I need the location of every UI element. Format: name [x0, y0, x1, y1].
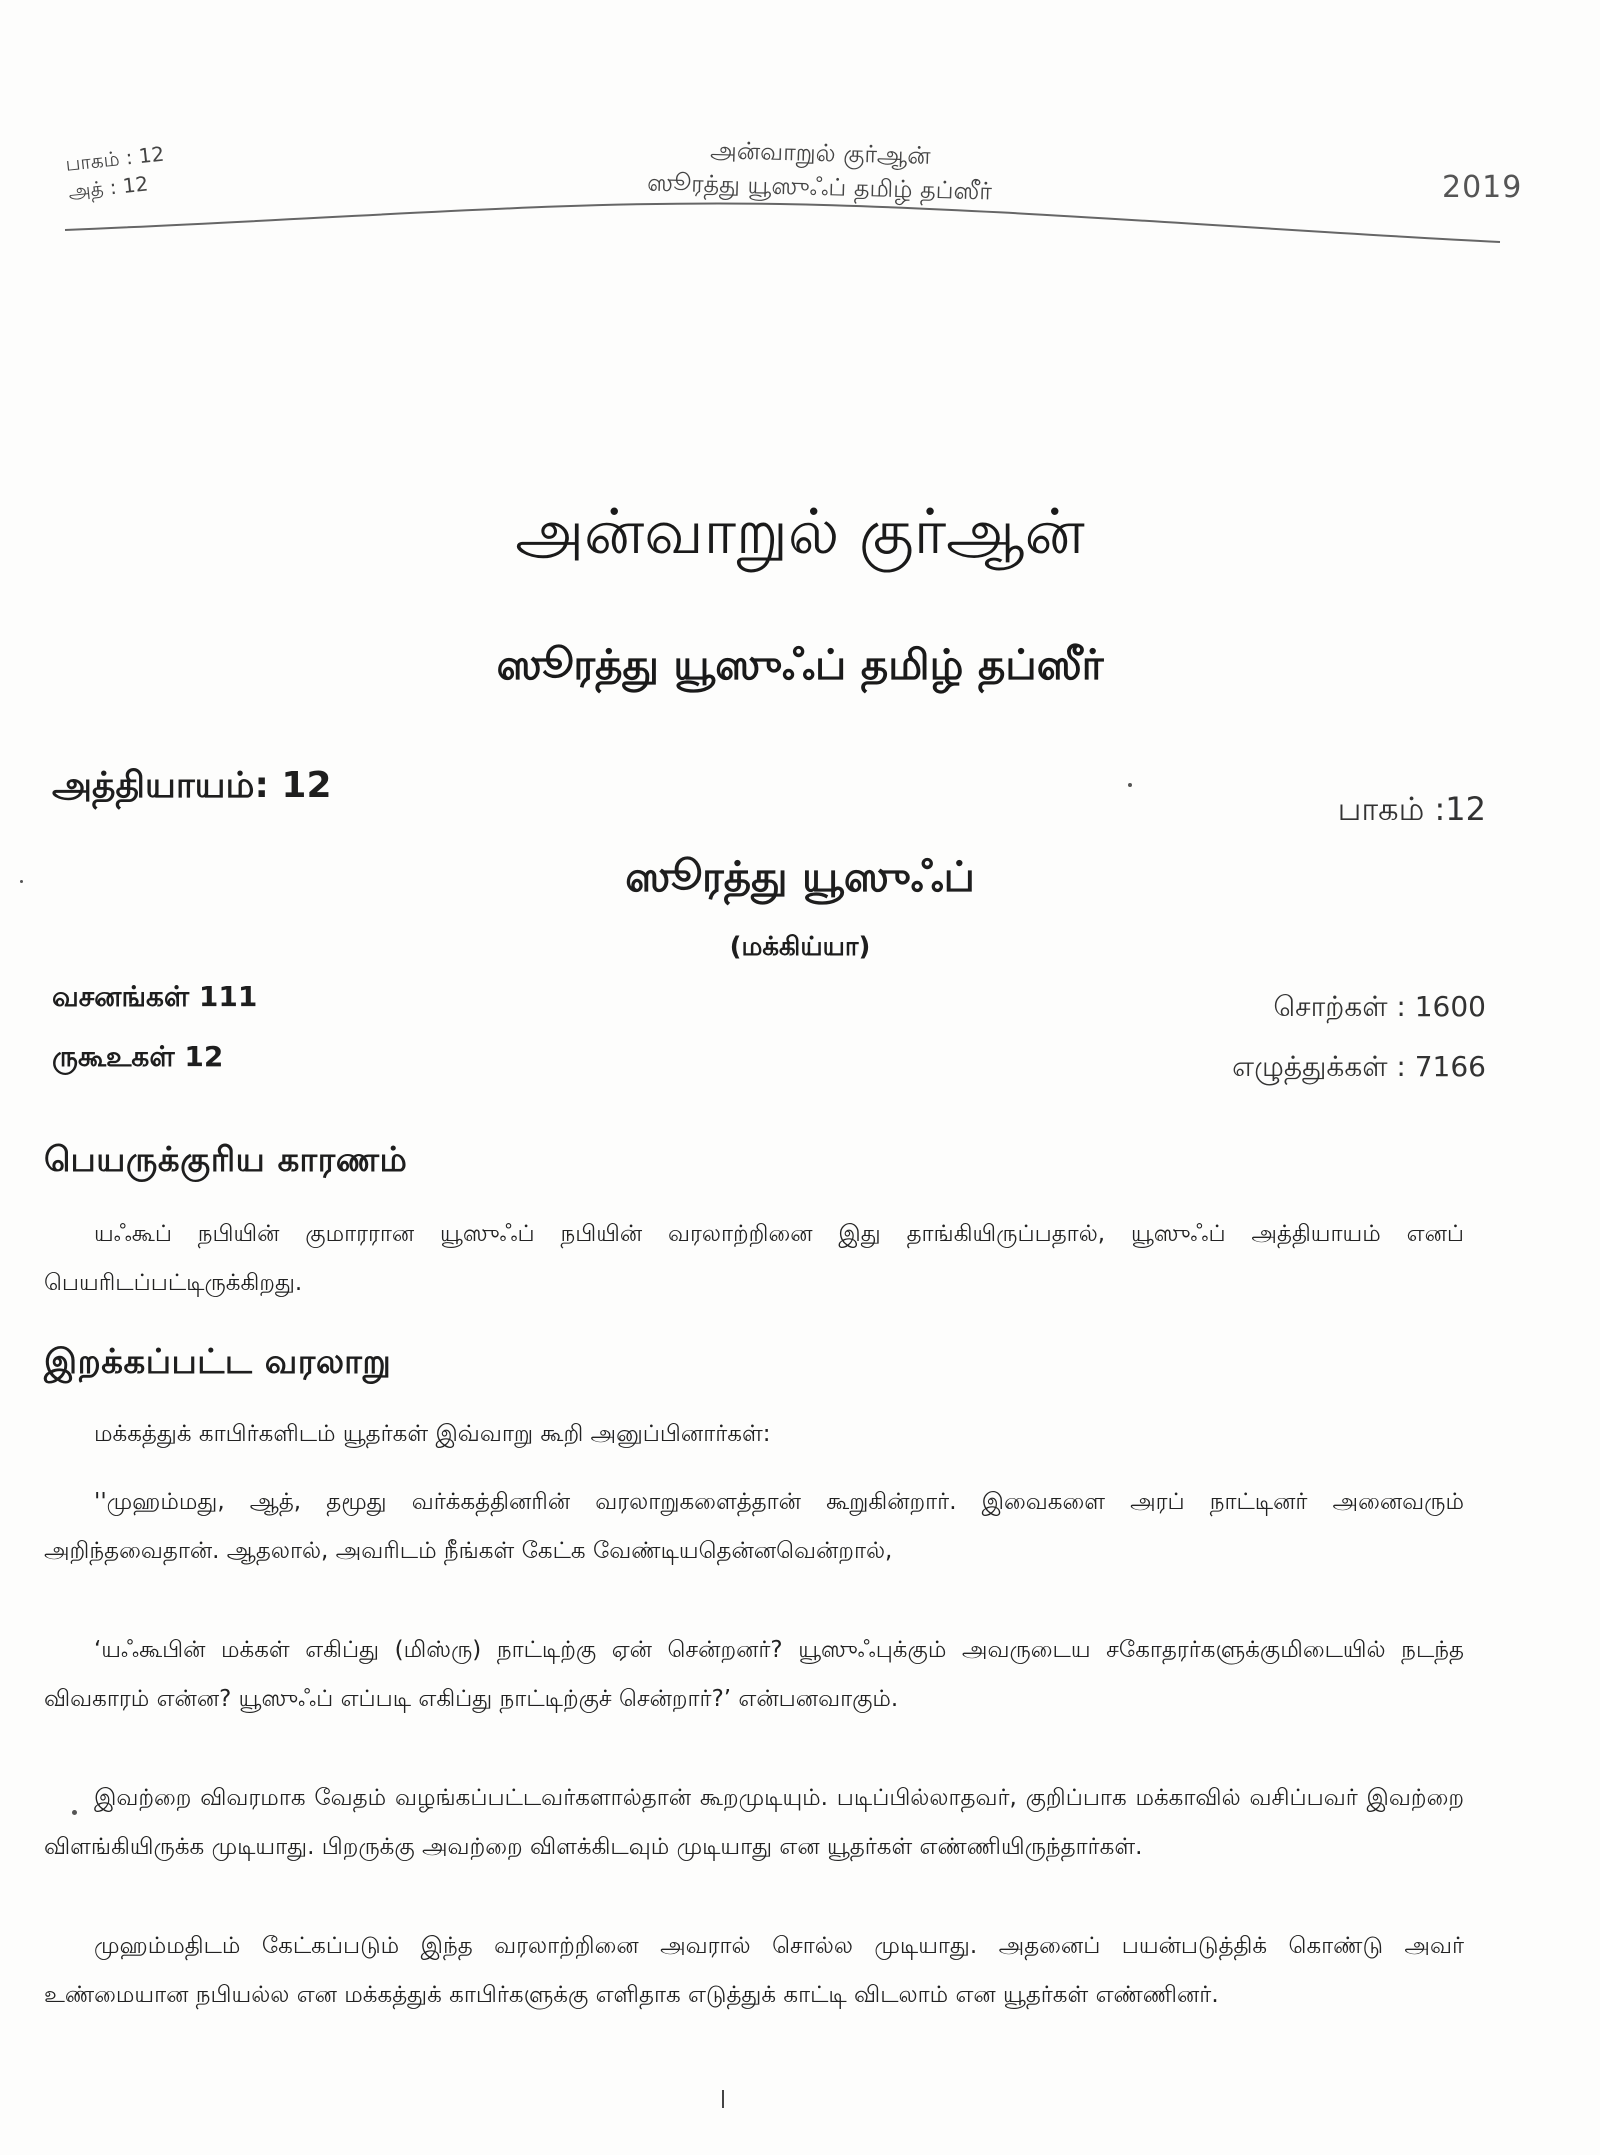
header-rule — [60, 200, 1505, 246]
paragraph-history-3: ‘யஃகூபின் மக்கள் எகிப்து (மிஸ்ரு) நாட்டிற்கு ஏன் சென்றனர்? யூஸுஃபுக்கும் அவருடைய சகோதரர்களுக்குமிடையில் நடந்த விவகாரம் என்ன? யூஸுஃப் எப்படி எகிப்து நாட்டிற்குச் சென்றார்?’ என்பனவாகும். — [44, 1637, 1464, 1712]
paragraph-history-4: இவற்றை விவரமாக வேதம் வழங்கப்பட்டவர்களால்தான் கூறமுடியும். படிப்பில்லாதவர், குறிப்பாக மக்காவில் வசிப்பவர் இவற்றை விளங்கியிருக்க முடியாது. பிறருக்கு அவற்றை விளக்கிடவும் முடியாது என யூதர்கள் எண்ணியிருந்தார்கள். — [44, 1785, 1464, 1860]
header-book-title: அன்வாறுல் குர்ஆன் — [709, 136, 931, 170]
running-header-left — [64, 140, 168, 206]
header-year: 2019 — [1442, 170, 1523, 205]
scan-mark — [722, 2090, 724, 2108]
chapter-number: அத்தியாயம்: 12 — [52, 765, 332, 806]
word-count: சொற்கள் : 1600 — [1273, 990, 1486, 1023]
section-heading-naming: பெயருக்குரிய காரணம் — [44, 1140, 408, 1180]
running-header-center — [559, 129, 1081, 211]
scan-speck — [20, 880, 23, 883]
paragraph-naming: யஃகூப் நபியின் குமாரரான யூஸுஃப் நபியின் வரலாற்றினை இது தாங்கியிருப்பதால், யூஸுஃப் அத்தியாயம் எனப் பெயரிடப்பட்டிருக்கிறது. — [44, 1221, 1464, 1296]
scan-speck — [72, 1810, 77, 1815]
scan-speck — [1128, 783, 1132, 787]
part-number: பாகம் :12 — [1337, 790, 1486, 828]
header-chapter-label: அத் : 12 — [67, 171, 150, 204]
surah-name: ஸூரத்து யூஸுஃப் — [625, 852, 975, 901]
revelation-type: (மக்கிய்யா) — [729, 932, 871, 962]
paragraph-history-5: முஹம்மதிடம் கேட்கப்படும் இந்த வரலாற்றினை அவரால் சொல்ல முடியாது. அதனைப் பயன்படுத்திக் கொண்டு அவர் உண்மையான நபியல்ல என மக்கத்துக் காபிர்களுக்கு எளிதாக எடுத்துக் காட்டி விடலாம் என யூதர்கள் எண்ணினர். — [44, 1933, 1464, 2008]
letter-count: எழுத்துக்கள் : 7166 — [1232, 1050, 1486, 1083]
header-book-subtitle: ஸூரத்து யூஸுஃப் தமிழ் தப்ஸீர் — [646, 168, 993, 206]
ruku-count: ருகூஉகள் 12 — [52, 1040, 224, 1073]
page-subtitle: ஸூரத்து யூஸுஃப் தமிழ் தப்ஸீர் — [496, 640, 1104, 689]
paragraph-history-1: மக்கத்துக் காபிர்களிடம் யூதர்கள் இவ்வாறு கூறி அனுப்பினார்கள்: — [94, 1421, 771, 1447]
verse-count: வசனங்கள் 111 — [52, 980, 258, 1013]
header-part-label: பாகம் : 12 — [64, 141, 166, 176]
paragraph-history-2: ''முஹம்மது, ஆத், தமூது வர்க்கத்தினரின் வரலாறுகளைத்தான் கூறுகின்றார். இவைகளை அரப் நாட்டினர் அனைவரும் அறிந்தவைதான். ஆதலால், அவரிடம் நீங்கள் கேட்க வேண்டியதென்னவென்றால், — [44, 1489, 1464, 1564]
page-title: அன்வாறுல் குர்ஆன் — [515, 495, 1085, 568]
section-heading-history: இறக்கப்பட்ட வரலாறு — [44, 1342, 392, 1382]
